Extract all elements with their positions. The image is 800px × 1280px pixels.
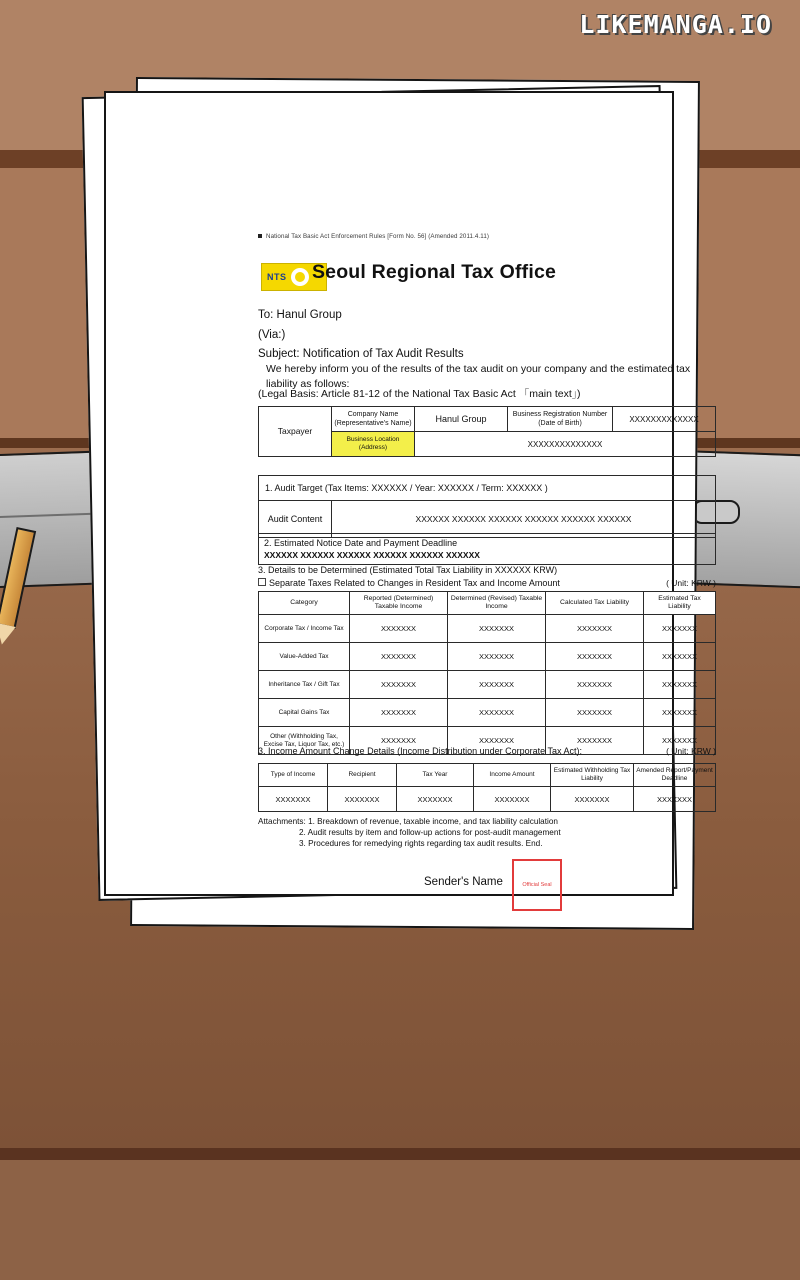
col-tax-year: Tax Year <box>397 764 474 787</box>
cell: XXXXXXX <box>546 727 644 755</box>
attachments-block <box>258 816 561 849</box>
table-header-row <box>259 764 716 787</box>
cell: XXXXXXX <box>350 671 448 699</box>
checkbox-icon[interactable] <box>258 578 266 586</box>
cell: XXXXXXX <box>448 615 546 643</box>
row-label: Corporate Tax / Income Tax <box>259 615 350 643</box>
col-income-amount: Income Amount <box>474 764 551 787</box>
brn-label: Business Registration Number (Date of Birth) <box>508 407 613 432</box>
table-row <box>259 671 716 699</box>
business-location-value: XXXXXXXXXXXXXX <box>415 432 716 457</box>
cell: XXXXXXX <box>546 643 644 671</box>
section1-heading: 1. Audit Target (Tax Items: XXXXXX / Year: XXXXXX / Term: XXXXXX ) <box>259 476 716 501</box>
cell: XXXXXXX <box>644 727 716 755</box>
cell: XXXXXXX <box>644 671 716 699</box>
sender-name-label: Sender's Name <box>424 876 503 888</box>
audit-content-value: XXXXXX XXXXXX XXXXXX XXXXXX XXXXXX XXXXXX <box>332 501 716 538</box>
taxpayer-label: Taxpayer <box>259 407 332 457</box>
legal-basis: (Legal Basis: Article 81-12 of the National Tax Basic Act 「main text」) <box>258 388 581 400</box>
nts-logo-text: NTS <box>267 272 287 282</box>
cell: XXXXXXX <box>546 671 644 699</box>
section3-subheading-row <box>258 577 716 590</box>
col-reported-income: Reported (Determined) Taxable Income <box>350 592 448 615</box>
cell: XXXXXXX <box>448 699 546 727</box>
section2-heading: 2. Estimated Notice Date and Payment Deadline <box>264 538 458 548</box>
section3-heading-block <box>258 564 716 590</box>
attachments-row-1 <box>258 816 561 827</box>
tax-details-table <box>258 591 716 755</box>
cell: XXXXXXX <box>350 727 448 755</box>
row-label: Inheritance Tax / Gift Tax <box>259 671 350 699</box>
table-header-row <box>259 592 716 615</box>
income-change-table <box>258 763 716 812</box>
table-row <box>259 787 716 812</box>
page-title: Seoul Regional Tax Office <box>311 261 557 283</box>
form-number-note: National Tax Basic Act Enforcement Rules [Form No. 56] (Amended 2011.4.11) <box>258 233 489 240</box>
section4-heading-block <box>258 746 716 756</box>
row-label: Value-Added Tax <box>259 643 350 671</box>
col-calculated-tax: Calculated Tax Liability <box>546 592 644 615</box>
intro-paragraph: We hereby inform you of the results of the tax audit on your company and the estimated tax liability as follows: <box>266 363 691 390</box>
cell: XXXXXXX <box>448 671 546 699</box>
attachment-item: 1. Breakdown of revenue, taxable income, and tax liability calculation <box>308 817 558 826</box>
cell: XXXXXXX <box>350 615 448 643</box>
col-amended-deadline: Amended Report/Payment Deadline <box>634 764 716 787</box>
cell: XXXXXXX <box>644 615 716 643</box>
table-row <box>259 407 716 432</box>
cell: XXXXXXX <box>546 699 644 727</box>
brn-value: XXXXXXXXXXXXX <box>613 407 716 432</box>
tax-notice-document <box>104 91 716 896</box>
col-withholding-tax: Estimated Withholding Tax Liability <box>551 764 634 787</box>
audit-target-table <box>258 475 716 538</box>
via-line: (Via:) <box>258 329 286 341</box>
recipient-line: To: Hanul Group <box>258 309 342 321</box>
cell: XXXXXXX <box>397 787 474 812</box>
section4-heading: 3. Income Amount Change Details (Income Distribution under Corporate Tax Act): <box>258 746 582 756</box>
subject-line: Subject: Notification of Tax Audit Results <box>258 348 464 360</box>
section4-unit: ( Unit: KRW ) <box>666 746 716 756</box>
section3-heading: 3. Details to be Determined (Estimated Total Tax Liability in XXXXXX KRW) <box>258 565 558 575</box>
table-row <box>259 501 716 538</box>
attachment-item: 2. Audit results by item and follow-up actions for post-audit management <box>299 828 561 837</box>
cell: XXXXXXX <box>328 787 397 812</box>
cell: XXXXXXX <box>350 699 448 727</box>
col-estimated-tax: Estimated Tax Liability <box>644 592 716 615</box>
table-row <box>259 476 716 501</box>
audit-content-label: Audit Content <box>259 501 332 538</box>
cell: XXXXXXX <box>448 727 546 755</box>
cell: XXXXXXX <box>259 787 328 812</box>
cell: XXXXXXX <box>634 787 716 812</box>
table-row <box>259 699 716 727</box>
attachments-label: Attachments: <box>258 817 306 826</box>
section3-subheading: Separate Taxes Related to Changes in Resident Tax and Income Amount <box>269 578 560 588</box>
cell: XXXXXXX <box>644 699 716 727</box>
section3-unit: ( Unit: KRW ) <box>666 578 716 588</box>
cell: XXXXXXX <box>551 787 634 812</box>
attachment-item: 3. Procedures for remedying rights regarding tax audit results. End. <box>299 839 543 848</box>
row-label: Other (Withholding Tax, Excise Tax, Liquor Tax, etc.) <box>259 727 350 755</box>
section2-block <box>258 533 716 565</box>
col-income-type: Type of Income <box>259 764 328 787</box>
col-recipient: Recipient <box>328 764 397 787</box>
bullet-square-icon <box>258 234 262 238</box>
company-name-value: Hanul Group <box>415 407 508 432</box>
cell: XXXXXXX <box>474 787 551 812</box>
row-label: Capital Gains Tax <box>259 699 350 727</box>
cell: XXXXXXX <box>350 643 448 671</box>
cell: XXXXXXX <box>644 643 716 671</box>
col-category: Category <box>259 592 350 615</box>
taxpayer-table <box>258 406 716 457</box>
cell: XXXXXXX <box>546 615 644 643</box>
section2-value: XXXXXX XXXXXX XXXXXX XXXXXX XXXXXX XXXXXX <box>264 550 480 560</box>
table-row <box>259 643 716 671</box>
watermark: LIKEMANGA.IO <box>579 10 772 39</box>
official-seal <box>512 859 562 911</box>
business-location-label: Business Location (Address) <box>332 432 415 457</box>
official-seal-text: Official Seal <box>522 881 552 888</box>
desk-edge-lower <box>0 1148 800 1160</box>
col-determined-income: Determined (Revised) Taxable Income <box>448 592 546 615</box>
table-row <box>259 615 716 643</box>
company-name-label: Company Name (Representative's Name) <box>332 407 415 432</box>
cell: XXXXXXX <box>448 643 546 671</box>
desk-surface-bottom <box>0 1160 800 1280</box>
